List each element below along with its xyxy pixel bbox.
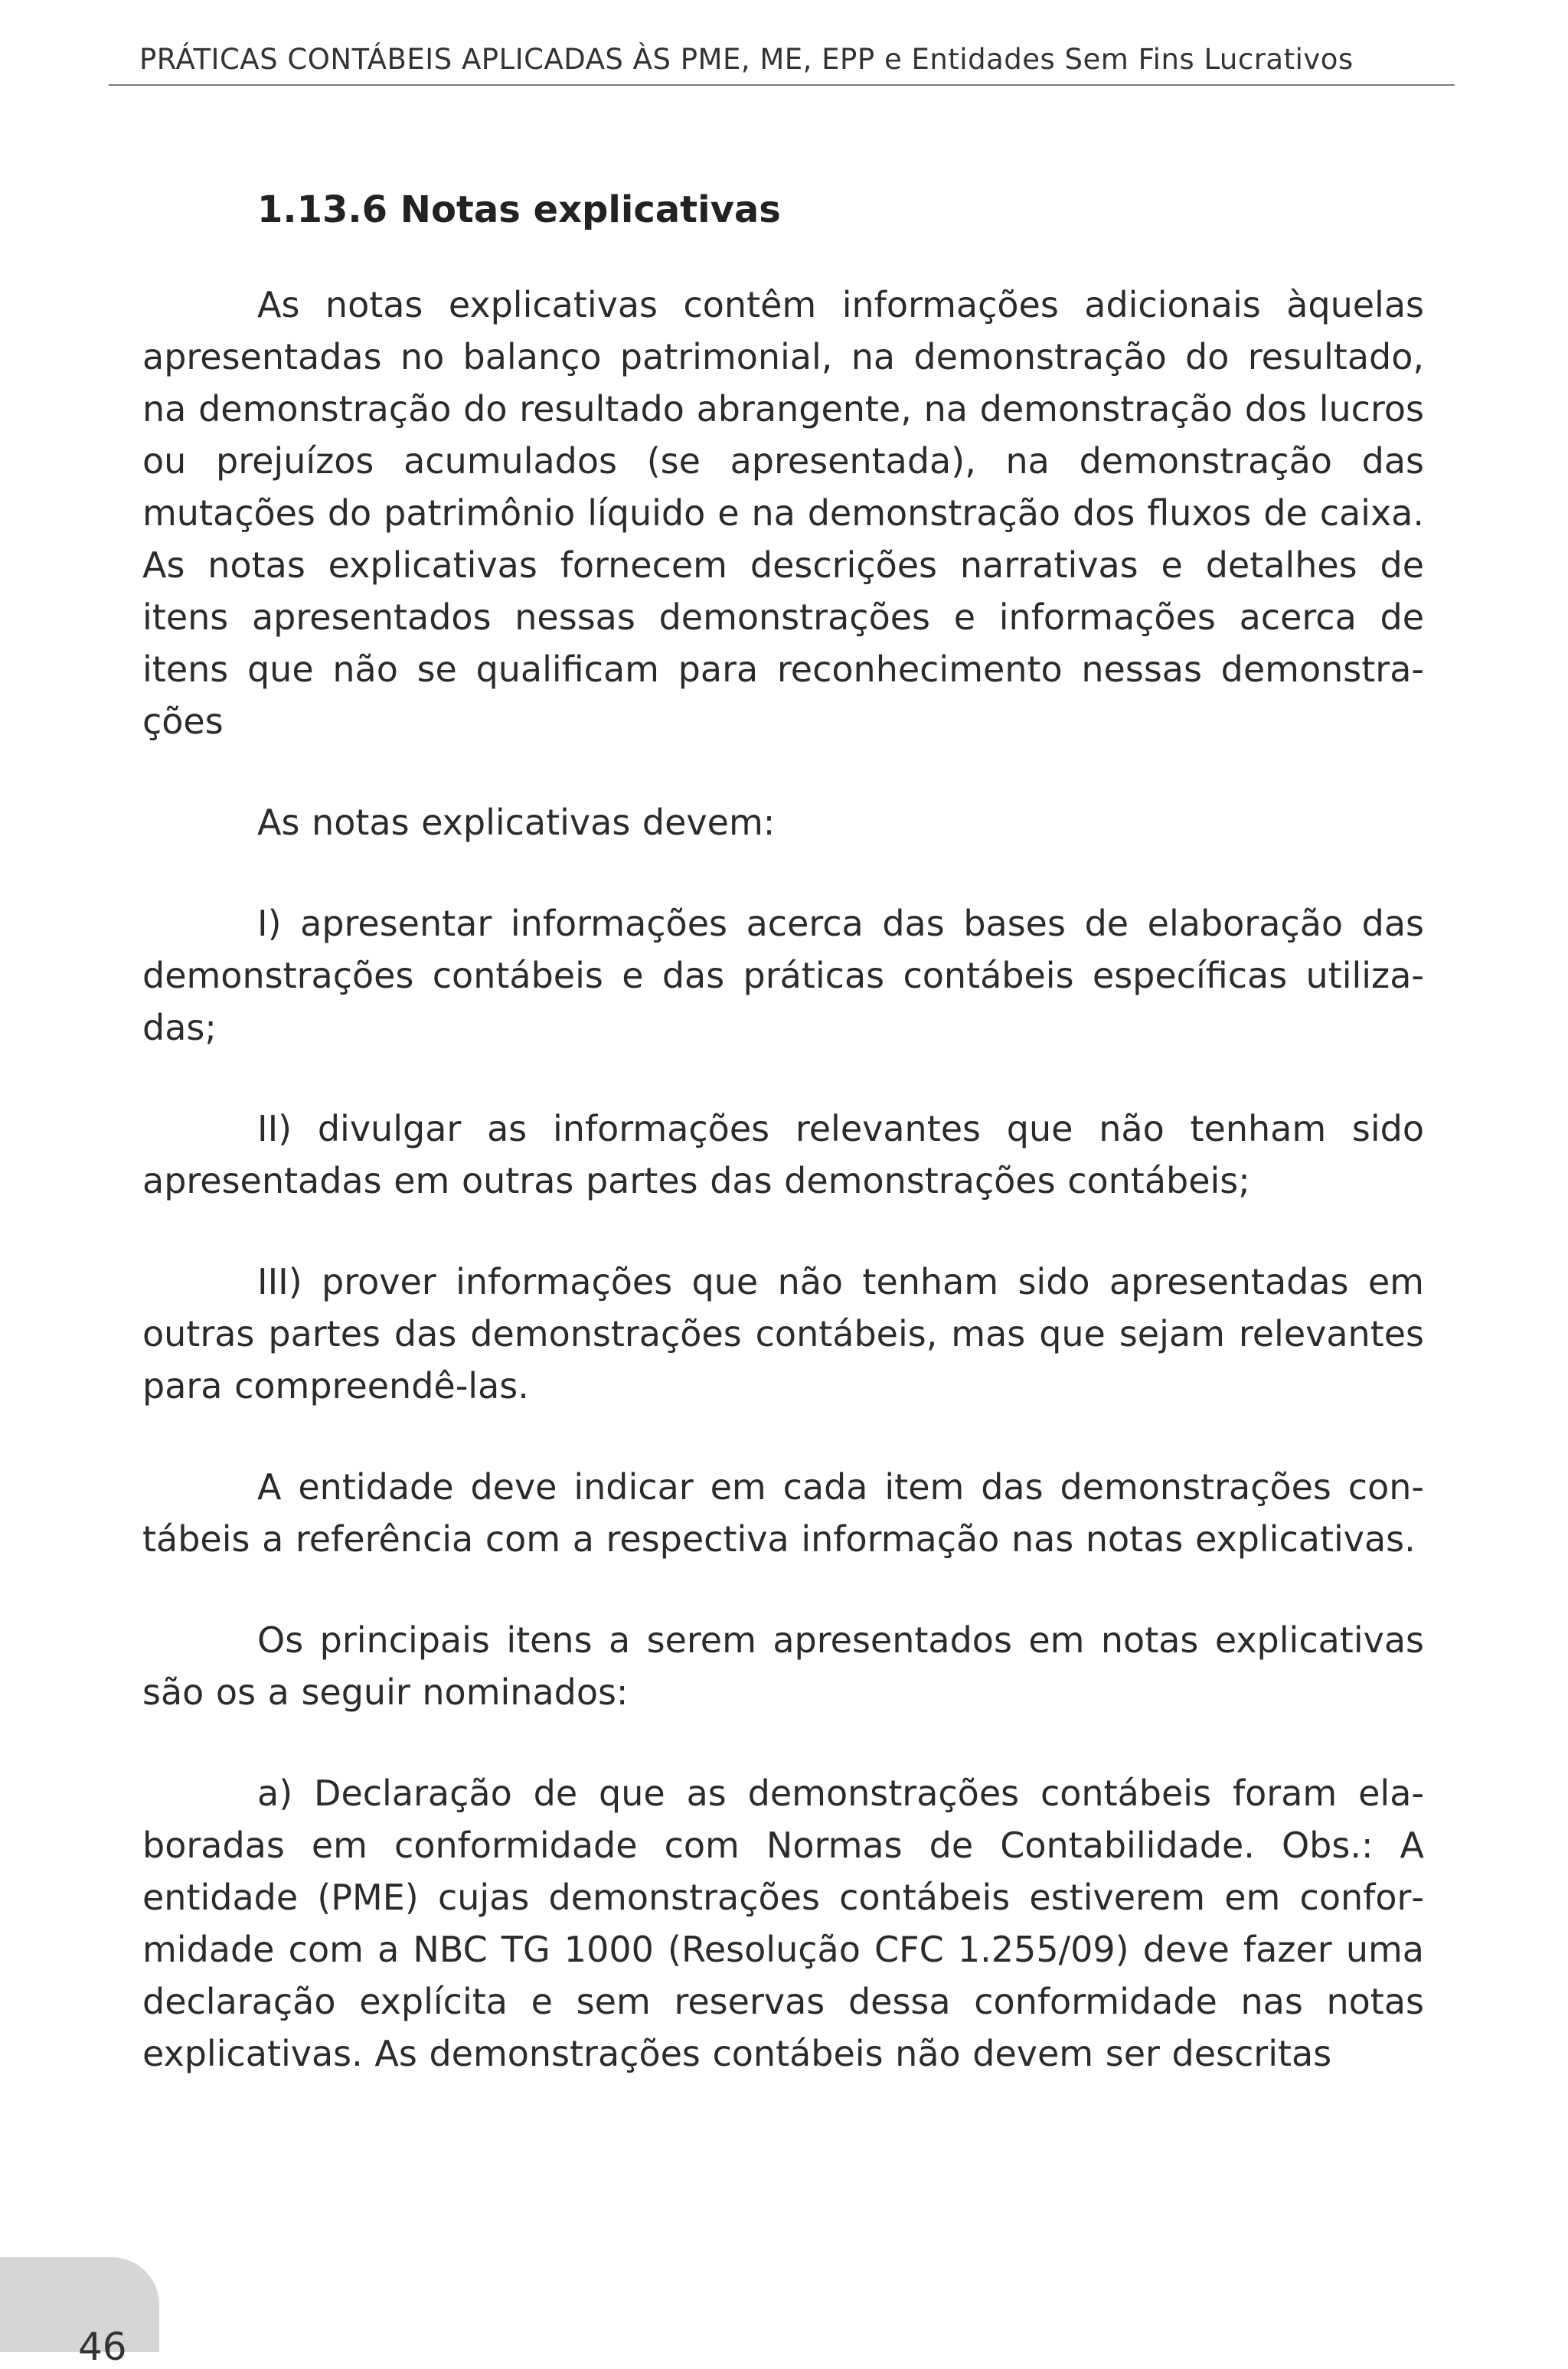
page-body (142, 188, 1424, 2129)
page-number: 46 (78, 2325, 127, 2369)
paragraph-main-items: Os principais itens a serem apresentados em notas explicativas são os a seguir nominados: (142, 1619, 1424, 1713)
paragraph-reference: A entidade deve indicar em cada item das demonstrações contábeis a referência com a respectiva informação nas notas explicativas. (142, 1466, 1424, 1560)
list-item-a: a) Declaração de que as demonstrações contábeis foram elaboradas em conformidade com Normas de Contabilidade. Obs.: A entidade (PME) cujas demonstrações contábeis estiverem em conformidade com a NBC TG 1000 (Resolução CFC 1.255/09) deve fazer uma declaração explícita e sem reservas dessa conformidade nas notas explicativas. As demonstrações contábeis não devem ser descritas (142, 1773, 1424, 2074)
running-header: PRÁTICAS CONTÁBEIS APLICADAS ÀS PME, ME, EPP e Entidades Sem Fins Lucrativos (139, 43, 1354, 76)
list-item-i: I) apresentar informações acerca das bases de elaboração das demonstrações contábeis e das práticas contábeis específicas utilizadas; (142, 903, 1424, 1048)
paragraph-intro: As notas explicativas contêm informações adicionais àquelas apresentadas no balanço patrimonial, na demonstração do resultado, na demonstração do resultado abrangente, na demonstração dos lucros ou prejuízos acumulados (se apresentada), na demonstração das mutações do patrimônio líquido e na demonstração dos fluxos de caixa. As notas explicativas fornecem descrições narrativas e detalhes de itens apresentados nessas demonstrações e informações acerca de itens que não se qualificam para reconhecimento nessas demonstrações (142, 284, 1424, 742)
list-item-ii: II) divulgar as informações relevantes que não tenham sido apresentadas em outras partes das demonstrações contábeis; (142, 1108, 1424, 1201)
paragraph-list-lead: As notas explicativas devem: (257, 802, 776, 843)
header-divider (109, 84, 1455, 86)
section-title: 1.13.6 Notas explicativas (257, 188, 781, 231)
list-item-iii: III) prover informações que não tenham sido apresentadas em outras partes das demonstrações contábeis, mas que sejam relevantes para compreendê-las. (142, 1261, 1424, 1407)
